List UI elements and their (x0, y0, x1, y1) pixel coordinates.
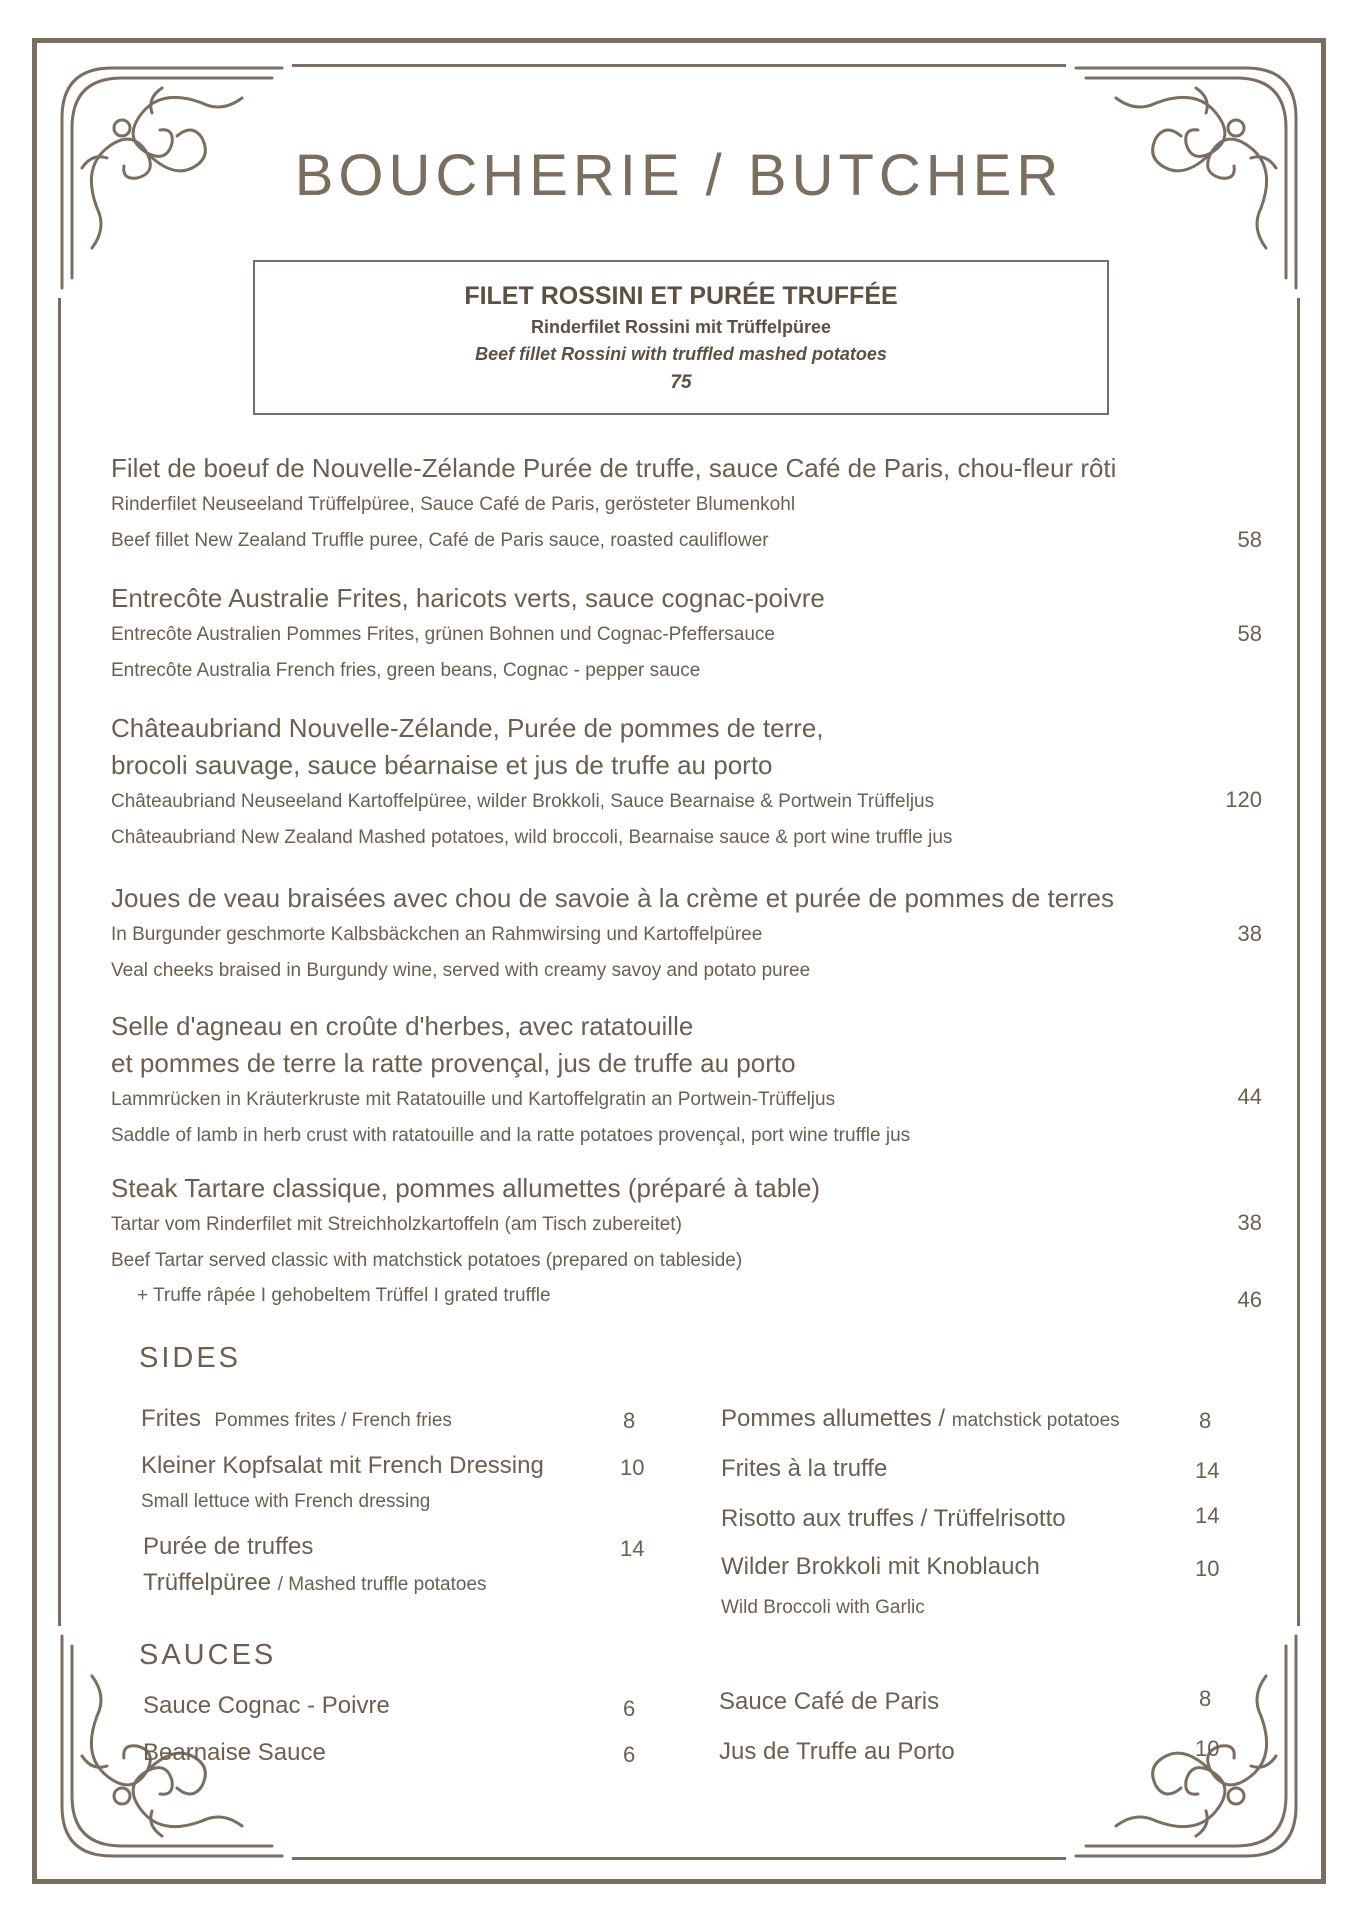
side-name: Trüffelpüree (143, 1569, 272, 1596)
menu-item (111, 580, 1261, 689)
side-item: Risotto aux truffes / Trüffelrisotto (721, 1505, 1066, 1532)
dish-price: 38 (1237, 921, 1262, 946)
sauce-item: Jus de Truffe au Porto (719, 1738, 955, 1765)
side-item-line2 (143, 1569, 487, 1597)
dish-english: Châteaubriand New Zealand Mashed potatoes, wild broccoli, Bearnaise sauce & port wine truffle jus (111, 827, 953, 848)
dish-english: Entrecôte Australia French fries, green beans, Cognac - pepper sauce (111, 660, 701, 681)
side-note: Small lettuce with French dressing (141, 1491, 431, 1512)
dish-german: Entrecôte Australien Pommes Frites, grünen Bohnen und Cognac-Pfeffersauce (111, 624, 775, 645)
sauce-price: 6 (623, 1742, 636, 1767)
dish-german: In Burgunder geschmorte Kalbsbäckchen an Rahmwirsing und Kartoffelpüree (111, 924, 763, 945)
dish-extra-option: + Truffe râpée I gehobeltem Trüffel I grated truffle (137, 1285, 551, 1306)
sauce-price: 6 (623, 1696, 636, 1721)
dish-german: Châteaubriand Neuseeland Kartoffelpüree, wilder Brokkoli, Sauce Bearnaise & Portwein Trüffeljus (111, 791, 935, 812)
side-subtitle: / Mashed truffle potatoes (277, 1574, 487, 1595)
sauce-item: Bearnaise Sauce (143, 1739, 326, 1766)
featured-dish-name: FILET ROSSINI ET PURÉE TRUFFÉE (464, 282, 898, 310)
side-subtitle: matchstick potatoes (951, 1410, 1120, 1431)
sauces-heading: SAUCES (139, 1639, 277, 1671)
dish-english: Beef fillet New Zealand Truffle puree, Café de Paris sauce, roasted cauliflower (111, 530, 769, 551)
sauce-price: 8 (1199, 1686, 1212, 1711)
sauce-item: Sauce Cognac - Poivre (143, 1692, 390, 1719)
side-subtitle: Pommes frites / French fries (214, 1410, 452, 1431)
side-item (141, 1405, 452, 1433)
dish-price: 44 (1237, 1084, 1262, 1109)
dish-price: 38 (1237, 1210, 1262, 1235)
dish-german: Rinderfilet Neuseeland Trüffelpüree, Sauce Café de Paris, gerösteter Blumenkohl (111, 494, 796, 515)
dish-english: Veal cheeks braised in Burgundy wine, served with creamy savoy and potato puree (111, 960, 811, 981)
dish-price: 58 (1237, 527, 1262, 552)
dish-name: Joues de veau braisées avec chou de savoie à la crème et purée de pommes de terres (111, 883, 1115, 913)
dish-price: 58 (1237, 621, 1262, 646)
side-price: 14 (1195, 1458, 1220, 1483)
featured-dish-box (253, 260, 1109, 415)
side-price: 8 (1199, 1408, 1212, 1433)
side-name: Pommes allumettes / (721, 1405, 946, 1432)
side-item: Purée de truffes (143, 1533, 314, 1560)
side-price: 8 (623, 1408, 636, 1433)
side-name: Frites (141, 1405, 201, 1432)
featured-dish-english: Beef fillet Rossini with truffled mashed potatoes (475, 344, 887, 364)
menu-item (111, 1008, 1261, 1154)
dish-extra-price: 46 (1237, 1287, 1262, 1312)
dish-name: Châteaubriand Nouvelle-Zélande, Purée de pommes de terre, brocoli sauvage, sauce béarnaise et jus de truffe au porto (111, 713, 824, 780)
sides-heading: SIDES (139, 1342, 242, 1374)
side-item: Kleiner Kopfsalat mit French Dressing (141, 1452, 544, 1479)
menu-item (111, 1170, 1261, 1313)
sauce-price: 10 (1195, 1736, 1220, 1761)
dish-name: Filet de boeuf de Nouvelle-Zélande Purée de truffe, sauce Café de Paris, chou-fleur rôti (111, 453, 1117, 483)
dish-name: Steak Tartare classique, pommes allumettes (préparé à table) (111, 1173, 821, 1203)
dish-german: Lammrücken in Kräuterkruste mit Ratatouille und Kartoffelgratin an Portwein-Trüffeljus (111, 1089, 836, 1110)
side-price: 14 (620, 1536, 645, 1561)
menu-item (111, 880, 1261, 989)
dish-english: Beef Tartar served classic with matchstick potatoes (prepared on tableside) (111, 1250, 743, 1271)
side-price: 10 (620, 1455, 645, 1480)
featured-dish-german: Rinderfilet Rossini mit Trüffelpüree (530, 317, 832, 337)
page-title: BOUCHERIE / BUTCHER (294, 143, 1064, 208)
side-price: 10 (1195, 1556, 1220, 1581)
sauce-item: Sauce Café de Paris (719, 1688, 940, 1715)
side-item: Wilder Brokkoli mit Knoblauch (721, 1553, 1040, 1580)
side-item (721, 1405, 1120, 1433)
dish-name: Selle d'agneau en croûte d'herbes, avec ratatouille et pommes de terre la ratte provençal, jus de truffe au porto (111, 1011, 796, 1078)
menu-item (111, 710, 1261, 856)
menu-item (111, 450, 1261, 559)
side-note: Wild Broccoli with Garlic (721, 1597, 925, 1618)
featured-dish-price: 75 (670, 372, 692, 393)
side-item: Frites à la truffe (721, 1455, 888, 1482)
dish-german: Tartar vom Rinderfilet mit Streichholzkartoffeln (am Tisch zubereitet) (111, 1214, 682, 1235)
dish-english: Saddle of lamb in herb crust with ratatouille and la ratte potatoes provençal, port wine truffle jus (111, 1125, 911, 1146)
dish-name: Entrecôte Australie Frites, haricots verts, sauce cognac-poivre (111, 583, 825, 613)
side-price: 14 (1195, 1503, 1220, 1528)
dish-price: 120 (1225, 787, 1262, 812)
filigree-corner-icon (1066, 1626, 1306, 1866)
